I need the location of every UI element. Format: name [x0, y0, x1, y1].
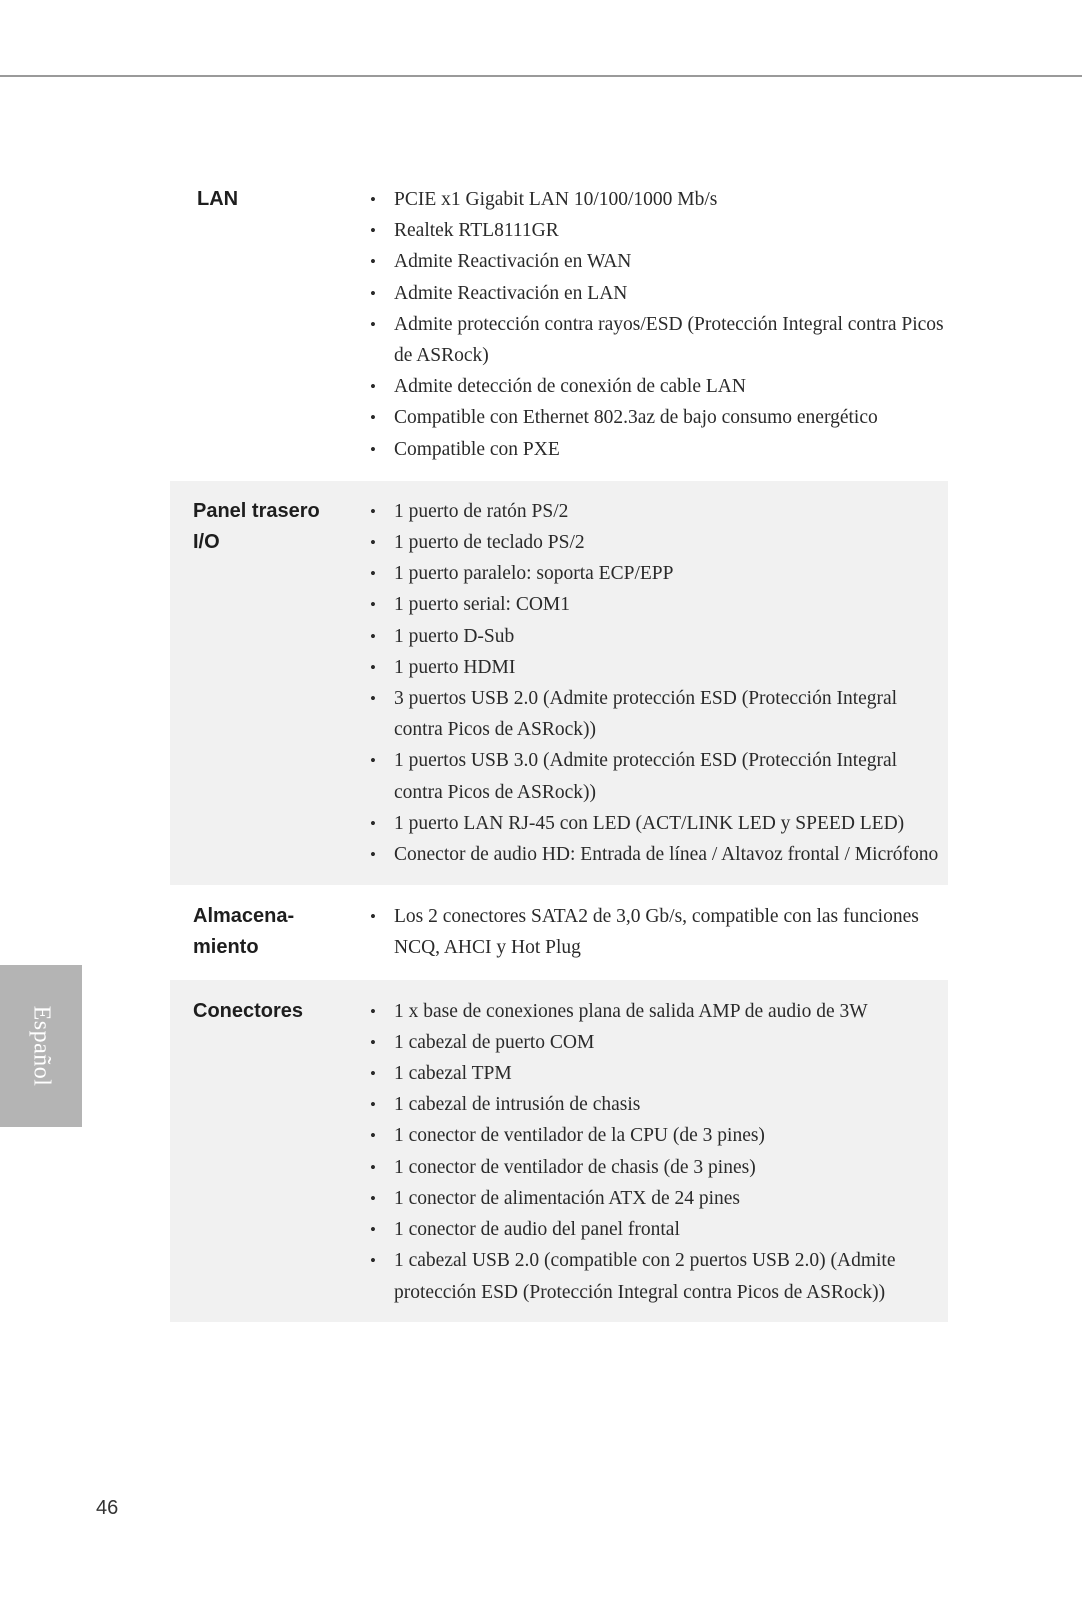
list-item: • Compatible con Ethernet 802.3az de bajo consumo energético [370, 402, 948, 433]
list-item: • Conector de audio HD: Entrada de línea / Altavoz frontal / Micrófono [370, 839, 948, 870]
list-item: • 1 puerto paralelo: soporta ECP/EPP [370, 558, 948, 589]
spec-label-line: I/O [193, 530, 220, 553]
spec-row-connectors [170, 980, 948, 1322]
list-item: • 1 puerto HDMI [370, 652, 948, 683]
spec-list-connectors [370, 996, 948, 1308]
list-item: • 1 conector de ventilador de la CPU (de 3 pines) [370, 1120, 948, 1151]
list-item: • Admite Reactivación en LAN [370, 278, 948, 309]
list-item: • Admite detección de conexión de cable LAN [370, 371, 948, 402]
list-item: • 1 cabezal de intrusión de chasis [370, 1089, 948, 1120]
spec-label-line: Panel trasero [193, 499, 320, 522]
spec-list-storage [370, 901, 948, 963]
list-item: • 1 conector de ventilador de chasis (de 3 pines) [370, 1152, 948, 1183]
list-item: • Admite protección contra rayos/ESD (Protección Integral contra Picos de ASRock) [370, 309, 948, 371]
spec-row-lan [170, 182, 948, 481]
list-item: • 1 x base de conexiones plana de salida AMP de audio de 3W [370, 996, 948, 1027]
list-item: • Admite Reactivación en WAN [370, 246, 948, 277]
list-item: • 1 puerto D-Sub [370, 621, 948, 652]
page-number: 46 [96, 1497, 119, 1519]
list-item: • Compatible con PXE [370, 434, 948, 465]
spec-table [170, 182, 948, 1322]
spec-label-line: miento [193, 936, 259, 959]
spec-list-lan [370, 184, 948, 465]
list-item: • Realtek RTL8111GR [370, 215, 948, 246]
list-item: • PCIE x1 Gigabit LAN 10/100/1000 Mb/s [370, 184, 948, 215]
side-tab-label: Español [28, 1005, 55, 1087]
list-item: • 1 cabezal TPM [370, 1058, 948, 1089]
list-item: • 1 cabezal USB 2.0 (compatible con 2 puertos USB 2.0) (Admite protección ESD (Protección Integral contra Picos de ASRock)) [370, 1245, 948, 1307]
spec-label-connectors [170, 996, 370, 1308]
spec-label-storage [170, 901, 370, 963]
spec-row-storage [170, 885, 948, 979]
language-side-tab [0, 965, 82, 1127]
spec-label-text: Conectores [193, 999, 304, 1022]
list-item: • 1 conector de alimentación ATX de 24 pines [370, 1183, 948, 1214]
list-item: • 1 puerto de ratón PS/2 [370, 496, 948, 527]
list-item: • 1 cabezal de puerto COM [370, 1027, 948, 1058]
list-item: • 1 puerto de teclado PS/2 [370, 527, 948, 558]
list-item: • 1 puerto LAN RJ-45 con LED (ACT/LINK LED y SPEED LED) [370, 808, 948, 839]
list-item: • 1 conector de audio del panel frontal [370, 1214, 948, 1245]
spec-label-lan [170, 184, 370, 465]
spec-label-rear-panel [170, 496, 370, 870]
spec-label-text: LAN [197, 188, 239, 210]
spec-label-line: Almacena- [193, 905, 295, 928]
list-item: • Los 2 conectores SATA2 de 3,0 Gb/s, compatible con las funciones NCQ, AHCI y Hot Plug [370, 901, 948, 963]
top-rule [0, 75, 1082, 77]
list-item: • 3 puertos USB 2.0 (Admite protección ESD (Protección Integral contra Picos de ASRock)) [370, 683, 948, 745]
spec-row-rear-panel [170, 481, 948, 885]
list-item: • 1 puerto serial: COM1 [370, 589, 948, 620]
spec-list-rear-panel [370, 496, 948, 870]
list-item: • 1 puertos USB 3.0 (Admite protección ESD (Protección Integral contra Picos de ASRock)) [370, 745, 948, 807]
